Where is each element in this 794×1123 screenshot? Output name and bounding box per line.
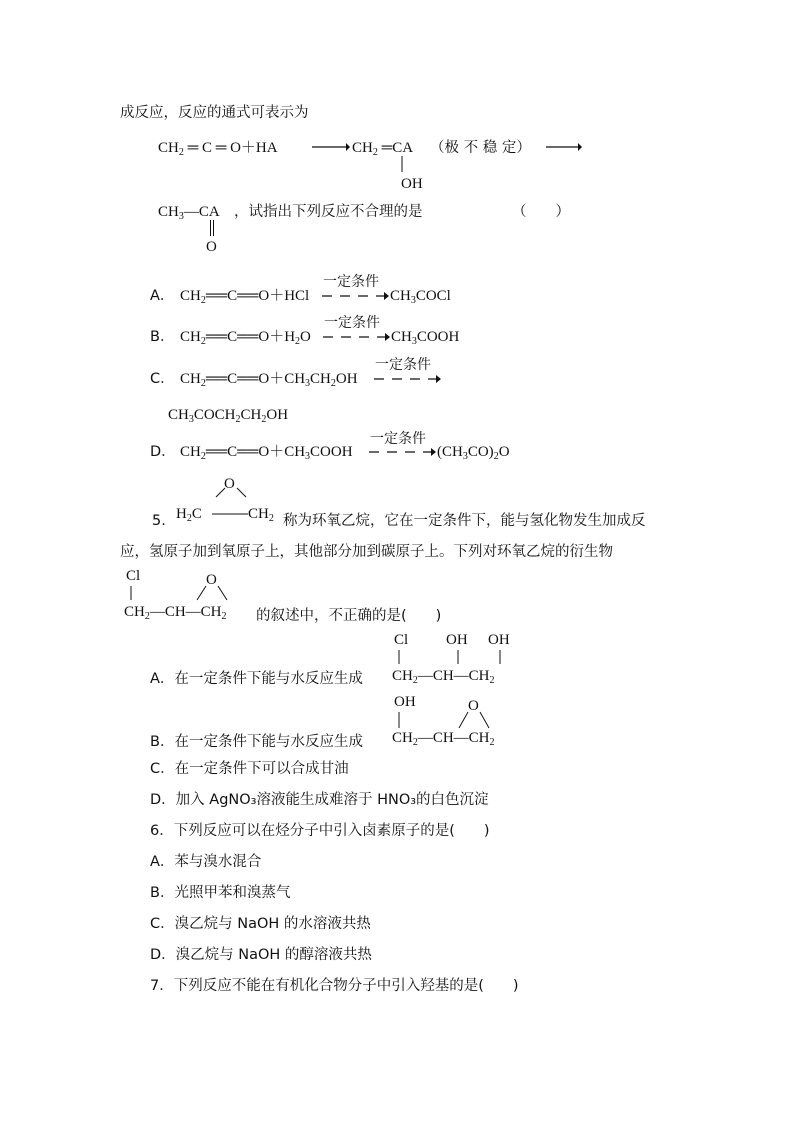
q4-option-d-label: D． <box>150 444 176 460</box>
q4-option-c-right: $CH_3COCH_2CH_2OH$ <box>168 407 289 425</box>
dashed-arrow-icon <box>323 330 391 344</box>
bond-line <box>400 156 404 174</box>
dashed-arrow-icon <box>374 372 442 386</box>
q5-text-line2: 应，氢原子加到氧原子上，其他部分加到碳原子上。下列对环氧乙烷的衍生物 <box>120 544 613 560</box>
dashed-arrow-icon <box>322 289 390 303</box>
q5-option-b: B．在一定条件下能与水反应生成 <box>150 734 363 750</box>
svg-text:CH2—CH—CH2: $CH_2—CH—CH_2$ <box>392 730 495 748</box>
svg-text:OH: OH <box>394 694 416 710</box>
q4-question: ，试指出下列反应不合理的是 <box>234 204 423 220</box>
q4-option-a-left: $CH_2══C══O+HCl$ <box>180 288 310 306</box>
svg-text:OH: OH <box>446 632 468 648</box>
q6-option-a: A．苯与溴水混合 <box>150 854 262 870</box>
svg-text:H2C: $H_2C$ <box>176 506 202 524</box>
reaction-arrow-icon <box>546 140 582 154</box>
svg-text:CH2—CH—CH2: $CH_2—CH—CH_2$ <box>124 604 227 622</box>
q4-option-b-left: $CH_2══C══O+H_2O$ <box>180 329 311 347</box>
q6-option-c: C．溴乙烷与 NaOH 的水溶液共热 <box>150 916 371 932</box>
condition-label: 一定条件 <box>323 274 379 290</box>
svg-text:O: O <box>224 476 235 492</box>
svg-text:CH2: $CH_2$ <box>248 506 274 524</box>
svg-text:Cl: Cl <box>394 632 409 648</box>
q4-option-c-label: C． <box>150 371 175 387</box>
q4-answer-paren: （ ） <box>512 204 570 220</box>
intro-text: 成反应，反应的通式可表示为 <box>120 105 309 121</box>
glycidol-structure <box>392 690 532 750</box>
svg-text:CH2—CH—CH2: $CH_2—CH—CH_2$ <box>392 668 495 686</box>
reaction-arrow-icon <box>312 140 350 154</box>
svg-text:OH: OH <box>488 632 510 648</box>
condition-label: 一定条件 <box>375 357 431 373</box>
q4-option-d-left: $CH_2══C══O+CH_3COOH$ <box>180 444 353 462</box>
q4-option-b-label: B． <box>150 329 175 345</box>
condition-label: 一定条件 <box>370 431 426 447</box>
condition-label: 一定条件 <box>324 315 380 331</box>
q5-option-a: A．在一定条件下能与水反应生成 <box>150 671 363 687</box>
unstable-note: （极 不 稳 定） <box>430 140 531 156</box>
general-eq-intermediate: $CH_2$ ═CA <box>352 140 414 158</box>
q7-stem: 7．下列反应不能在有机化合物分子中引入羟基的是( ) <box>150 978 519 994</box>
general-eq-product: $CH_3—CA$ <box>158 204 220 222</box>
double-bond-line <box>209 220 215 238</box>
q5-number: 5. <box>152 513 166 529</box>
q6-option-b: B．光照甲苯和溴蒸气 <box>150 885 291 901</box>
q5-option-c: C．在一定条件下可以合成甘油 <box>150 761 349 777</box>
q5-text-line3: 的叙述中，不正确的是( ) <box>256 608 442 624</box>
svg-text:O: O <box>206 572 217 588</box>
dashed-arrow-icon <box>369 445 437 459</box>
q4-option-d-right: $(CH_3CO)_2O$ <box>437 444 510 462</box>
q5-option-d: D．加入 AgNO₃溶液能生成难溶于 HNO₃的白色沉淀 <box>150 792 489 808</box>
svg-text:Cl: Cl <box>126 568 141 584</box>
q4-option-a-label: A． <box>150 288 175 304</box>
q6-option-d: D．溴乙烷与 NaOH 的醇溶液共热 <box>150 947 372 963</box>
general-eq-reactants: $CH_2$ ═ C ═ O＋HA <box>158 140 278 158</box>
general-eq-oh: OH <box>401 176 423 192</box>
general-eq-o: O <box>206 239 217 255</box>
q4-option-c-left: $CH_2══C══O+CH_3CH_2OH$ <box>180 371 358 389</box>
q4-option-b-right: $CH_3COOH$ <box>391 329 460 347</box>
epoxide-structure <box>176 474 284 524</box>
q4-option-a-right: $CH_3COCl$ <box>390 288 451 306</box>
q6-stem: 6．下列反应可以在烃分子中引入卤素原子的是( ) <box>150 823 490 839</box>
q5-text-line1: 称为环氧乙烷，它在一定条件下，能与氢化物发生加成反 <box>283 513 646 529</box>
epichlorohydrin-structure <box>124 566 264 622</box>
svg-text:O: O <box>468 698 479 714</box>
glycerol-chloro-structure <box>392 628 532 688</box>
